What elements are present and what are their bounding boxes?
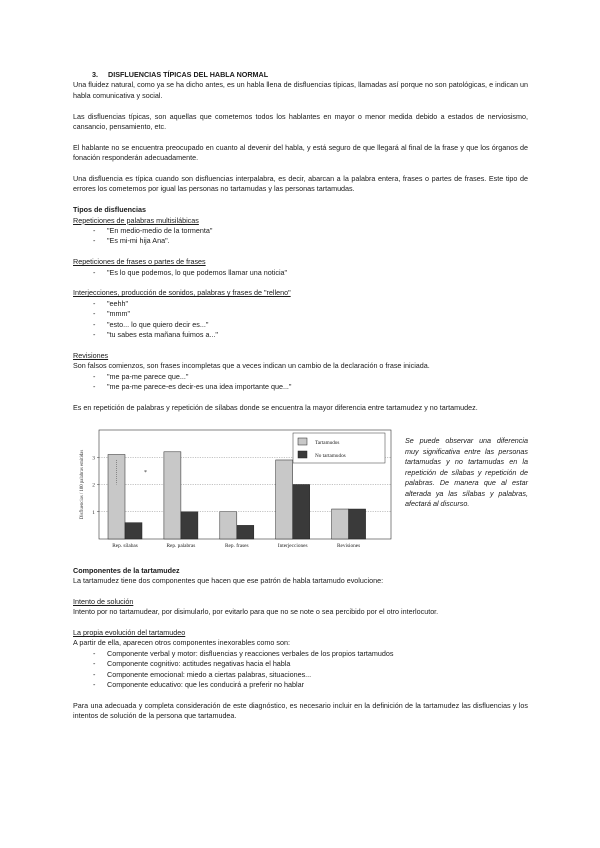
list-item: - "Es mi-mi hija Ana". [73,236,528,246]
y-tick-label: 3 [92,455,95,462]
list-item: - Componente emocional: miedo a ciertas palabras, situaciones... [73,670,528,680]
intro-paragraph-1: Una fluidez natural, como ya se ha dicho antes, es un habla llena de disfluencias típicas, llamadas así porque no son patológicas, e indican un habla comunicativa y social. [73,80,528,100]
bar-no-tartamudos [125,523,142,539]
comparison-sentence: Es en repetición de palabras y repetición de sílabas donde se encuentra la mayor diferencia entre tartamudez y no tartamudez. [73,402,478,412]
intro-paragraph-4: Una disfluencia es típica cuando son disfluencias interpalabra, es decir, abarcan a la palabra entera, frases o partes de frases. Este tipo de errores los cometemos por igual las personas no tartamudas y las personas tartamudas. [73,174,528,194]
componentes-title: Componentes de la tartamudez [73,565,180,575]
bar-tartamudos [276,460,293,539]
x-tick-label: Rep. palabras [166,543,196,550]
list-item: - "me pa-me parece que..." [73,372,528,382]
bar-tartamudos [332,509,349,539]
list-interjecciones [73,299,528,341]
list-componentes [73,649,528,691]
list-item: - "mmm" [73,309,528,319]
intento-text: Intento por no tartamudear, por disimularlo, por evitarlo para que no se note o sea percibido por el otro interlocutor. [73,607,439,617]
list-item: - "eehh" [73,299,528,309]
y-tick-label: 2 [92,482,95,489]
list-item: - "tu sabes esta mañana fuimos a..." [73,330,528,340]
group-heading-interjecciones: Interjecciones, producción de sonidos, palabras y frases de "relleno" [73,288,291,298]
section-title [92,70,528,80]
group-heading-palabras: Repeticiones de palabras multisilábicas [73,215,199,225]
section-number: 3. [92,70,98,79]
bar-no-tartamudos [349,509,366,539]
disfluency-bar-chart [73,425,393,555]
revisiones-text: Son falsos comienzos, son frases incompletas que a veces indican un cambio de la declaración o frase iniciada. [73,361,430,371]
document-page [73,70,528,722]
legend-label: No tartamudos [315,453,346,460]
bar-no-tartamudos [181,512,198,539]
x-tick-label: Rep. frases [225,543,249,550]
chart-note: Se puede observar una diferencia muy significativa entre las personas tartamudas y no tartamudas en la repetición de sílabas y repetición de palabras. De manera que al estar alterada ya las sílabas y palabras, afectará al discurso. [405,436,528,508]
list-revisiones [73,372,528,393]
list-item: - "esto... lo que quiero decir es..." [73,320,528,330]
legend-swatch [298,438,307,445]
bar-no-tartamudos [237,526,254,540]
list-item: - Componente educativo: que les conducirá a preferir no hablar [73,680,528,690]
list-item: - Componente cognitivo: actitudes negativas hacia el habla [73,659,528,669]
intro-paragraph-3: El hablante no se encuentra preocupado en cuanto al devenir del habla, y está seguro de que llegará al final de la frase y que los órganos de fonación responderán adecuadamente. [73,142,528,163]
list-item: - "Es lo que podemos, lo que podemos llamar una noticia" [73,268,528,278]
x-tick-label: Rep. sílabas [112,543,138,550]
bar-tartamudos [108,455,125,539]
closing-paragraph: Para una adecuada y completa consideración de este diagnóstico, es necesario incluir en la definición de la tartamudez las disfluencias y los intentos de solución de la persona que tartamudea. [73,700,528,721]
bar-tartamudos [220,512,237,539]
intro-paragraph-2: Las disfluencias típicas, son aquellas que cometemos todos los hablantes en mayor o menor medida debido a estados de nerviosismo, cansancio, pensamiento, etc. [73,111,528,132]
section-title-text: DISFLUENCIAS TÍPICAS DEL HABLA NORMAL [108,70,269,79]
bar-tartamudos [164,452,181,539]
tipos-title: Tipos de disfluencias [73,205,146,215]
group-heading-frases: Repeticiones de frases o partes de frases [73,257,206,267]
bar-no-tartamudos [293,485,310,540]
figure [73,425,528,555]
significance-marker: * [144,470,147,477]
list-palabras [73,226,528,247]
componentes-text: La tartamudez tiene dos componentes que hacen que ese patrón de habla tartamudo evolucione: [73,576,384,586]
list-frases [73,268,528,278]
group-heading-revisiones: Revisiones [73,350,109,360]
list-item: - "En medio-medio de la tormenta" [73,226,528,236]
legend-swatch [298,451,307,458]
list-item: - "me pa-me parece-es decir-es una idea importante que..." [73,382,528,392]
evolucion-text: A partir de ella, aparecen otros componentes inexorables como son: [73,638,290,648]
list-item: - Componente verbal y motor: disfluencias y reacciones verbales de los propios tartamudos [73,649,528,659]
x-tick-label: Interjecciones [277,543,308,550]
y-tick-label: 1 [92,510,95,517]
evolucion-heading: La propia evolución del tartamudeo [73,628,186,638]
legend-label: Tartamudos [315,440,340,447]
intento-heading: Intento de solución [73,596,134,606]
x-tick-label: Revisiones [336,543,361,550]
y-axis-label: Disfluencias / 100 palabras emitidas [80,450,85,520]
